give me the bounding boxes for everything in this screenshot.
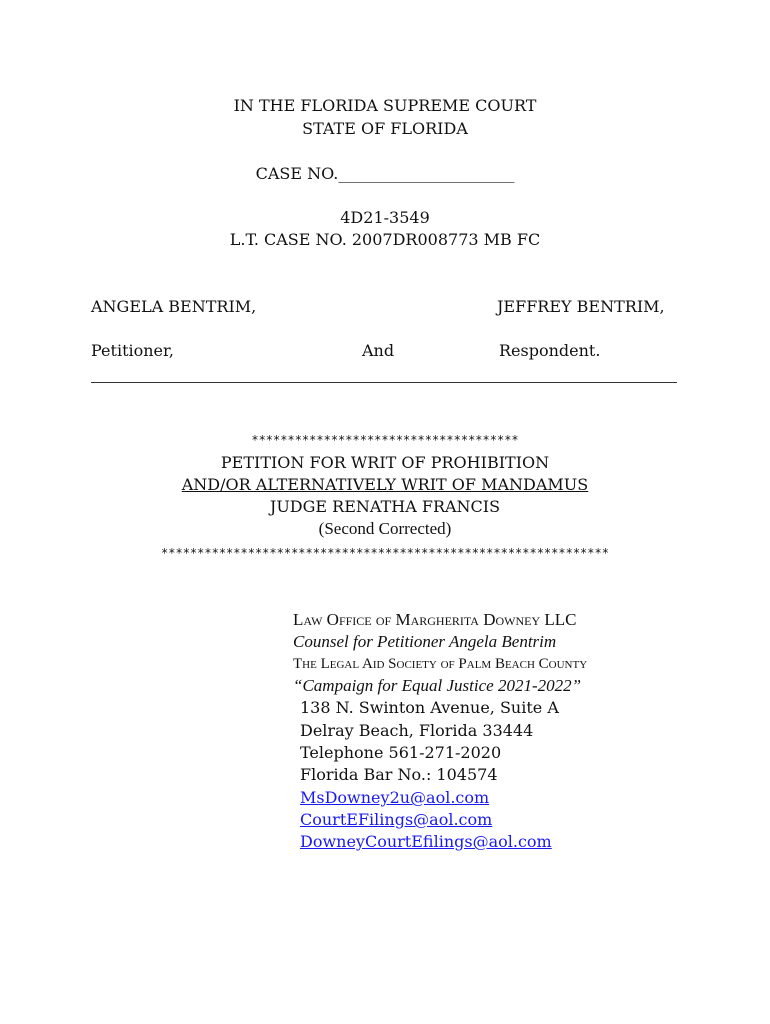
petition-subtitle: AND/OR ALTERNATIVELY WRIT OF MANDAMUS xyxy=(181,475,589,494)
florida-bar-number: Florida Bar No.: 104574 xyxy=(300,765,498,784)
telephone: Telephone 561-271-2020 xyxy=(300,743,502,762)
legal-aid-society: The Legal Aid Society of Palm Beach County xyxy=(293,656,588,672)
stars-bottom: ************************************************************** xyxy=(161,546,609,560)
caption-divider xyxy=(91,382,677,383)
court-name: IN THE FLORIDA SUPREME COURT xyxy=(233,96,537,115)
lower-tribunal-case-number: L.T. CASE NO. 2007DR008773 MB FC xyxy=(229,230,541,249)
campaign-name: “Campaign for Equal Justice 2021-2022” xyxy=(293,676,582,695)
email-link-1[interactable]: MsDowney2u@aol.com xyxy=(300,788,490,807)
state-name: STATE OF FLORIDA xyxy=(302,119,468,138)
law-firm-name: Law Office of Margherita Downey LLC xyxy=(293,610,577,629)
petitioner-name: ANGELA BENTRIM, xyxy=(91,297,257,316)
stars-top: ************************************* xyxy=(251,433,519,447)
address-line-2: Delray Beach, Florida 33444 xyxy=(300,721,534,740)
petitioner-label: Petitioner, xyxy=(91,341,174,360)
respondent-label: Respondent. xyxy=(499,341,601,360)
petition-title: PETITION FOR WRIT OF PROHIBITION xyxy=(220,453,550,472)
case-number: CASE NO.______________________ xyxy=(255,164,515,183)
appeal-number: 4D21-3549 xyxy=(340,208,430,227)
email-link-3[interactable]: DowneyCourtEfilings@aol.com xyxy=(300,832,552,851)
judge-name: JUDGE RENATHA FRANCIS xyxy=(269,497,501,516)
address-line-1: 138 N. Swinton Avenue, Suite A xyxy=(300,698,559,717)
respondent-name: JEFFREY BENTRIM, xyxy=(497,297,665,316)
party-conjunction: And xyxy=(362,341,395,360)
email-link-2[interactable]: CourtEFilings@aol.com xyxy=(300,810,493,829)
counsel-role: Counsel for Petitioner Angela Bentrim xyxy=(293,632,557,651)
correction-note: (Second Corrected) xyxy=(318,519,452,538)
